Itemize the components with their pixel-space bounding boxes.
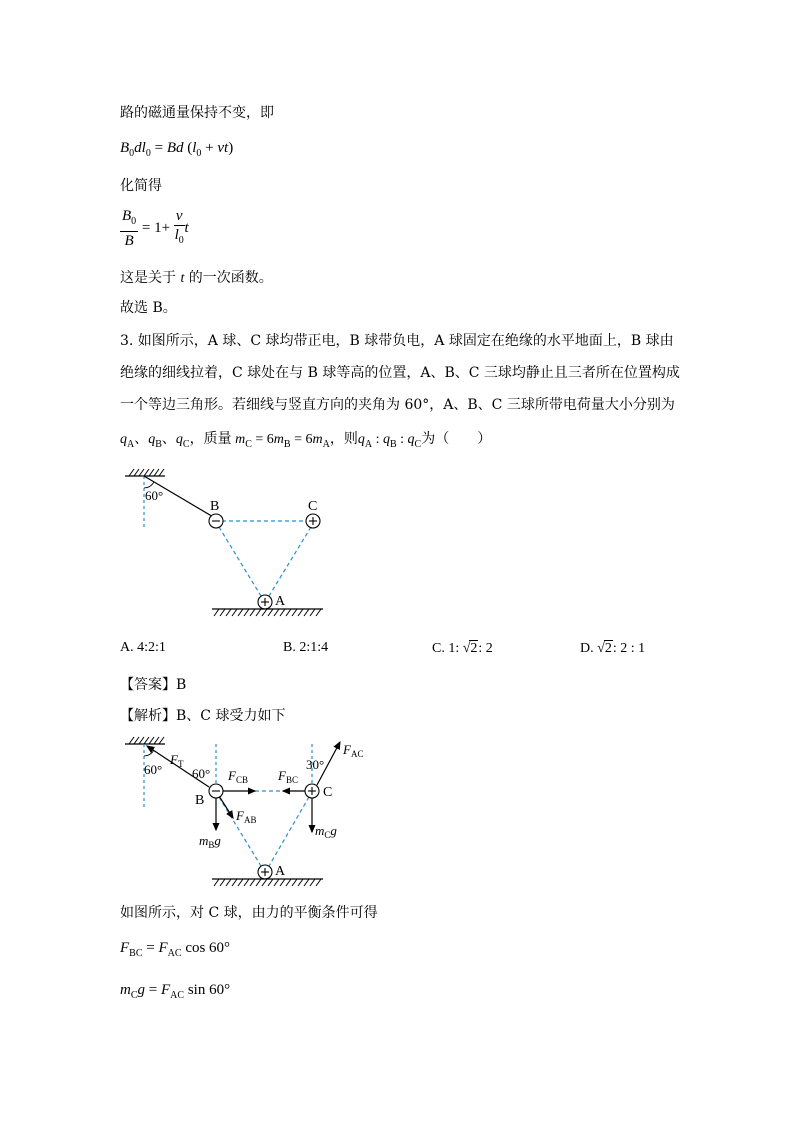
question-3-line-2: 绝缘的细线拉着，C 球处在与 B 球等高的位置，A、B、C 三球均静止且三者所在位置构成: [120, 365, 680, 381]
text-simplify: 化简得: [120, 178, 162, 194]
option-c[interactable]: C. 1: √2: 2: [432, 641, 493, 656]
force-cb-label: $F_{CB}$: [228, 768, 248, 785]
option-b[interactable]: B. 2:1:4: [283, 640, 329, 655]
weight-b-label: $m_Bg$: [199, 833, 221, 850]
fig2-label-c: C: [323, 785, 333, 800]
text-flux-constant: 路的磁通量保持不变，即: [120, 105, 274, 121]
fig2-label-a: A: [275, 864, 286, 879]
question-3-line-3: 一个等边三角形。若细线与竖直方向的夹角为 60°，A、B、C 三球所带电荷量大小分别为: [120, 397, 675, 413]
option-a[interactable]: A. 4:2:1: [120, 640, 166, 655]
text-answer-prev: 故选 B。: [120, 300, 177, 316]
angle-label-left: 60°: [144, 762, 163, 777]
question-3-line-4: $q_A$、$q_B$、$q_C$，质量 $m_C = 6m_B = 6m_A$，则$q_A$ : $q_B$ : $q_C$为（ ）: [120, 431, 492, 450]
equation-flux: $B_0dl_0 = Bd$ $(l_0 + vt)$: [120, 140, 234, 159]
force-t-label: $F_T$: [170, 752, 184, 769]
force-ac-label: $F_{AC}$: [343, 742, 364, 759]
option-d[interactable]: D. √2: 2 : 1: [580, 641, 646, 656]
angle-label-c: 30°: [306, 757, 325, 772]
label-c: C: [308, 499, 318, 514]
equation-mcg: $m_Cg = F_{AC}$ sin 60°: [120, 982, 231, 1001]
force-ab-label: $F_{AB}$: [236, 808, 257, 825]
label-a: A: [275, 594, 286, 609]
text-linear-function: 这是关于 t 的一次函数。: [120, 270, 273, 286]
angle-label-60: 60°: [145, 488, 164, 503]
fig2-label-b: B: [195, 793, 205, 808]
weight-c-label: $m_Cg$: [315, 823, 337, 840]
label-b: B: [210, 499, 220, 514]
question-3-line-1: 3. 如图所示，A 球、C 球均带正电，B 球带负电，A 球固定在绝缘的水平地面上，B 球由: [120, 333, 674, 349]
force-bc-label: $F_{BC}$: [278, 768, 298, 785]
equation-fbc: $F_{BC} = F_{AC}$ cos 60°: [120, 940, 231, 959]
analysis-label: 【解析】B、C 球受力如下: [120, 708, 286, 724]
answer-label: 【答案】B: [120, 677, 187, 693]
text-equilibrium: 如图所示，对 C 球，由力的平衡条件可得: [120, 905, 378, 921]
figure-2-force-diagram: [115, 732, 385, 892]
angle-label-b: 60°: [192, 766, 211, 781]
equation-ratio: $\frac{B_0}{B}$ = 1+ $\frac{v}{l_0}$ t: [122, 208, 189, 249]
figure-1-charged-spheres: [115, 462, 335, 622]
